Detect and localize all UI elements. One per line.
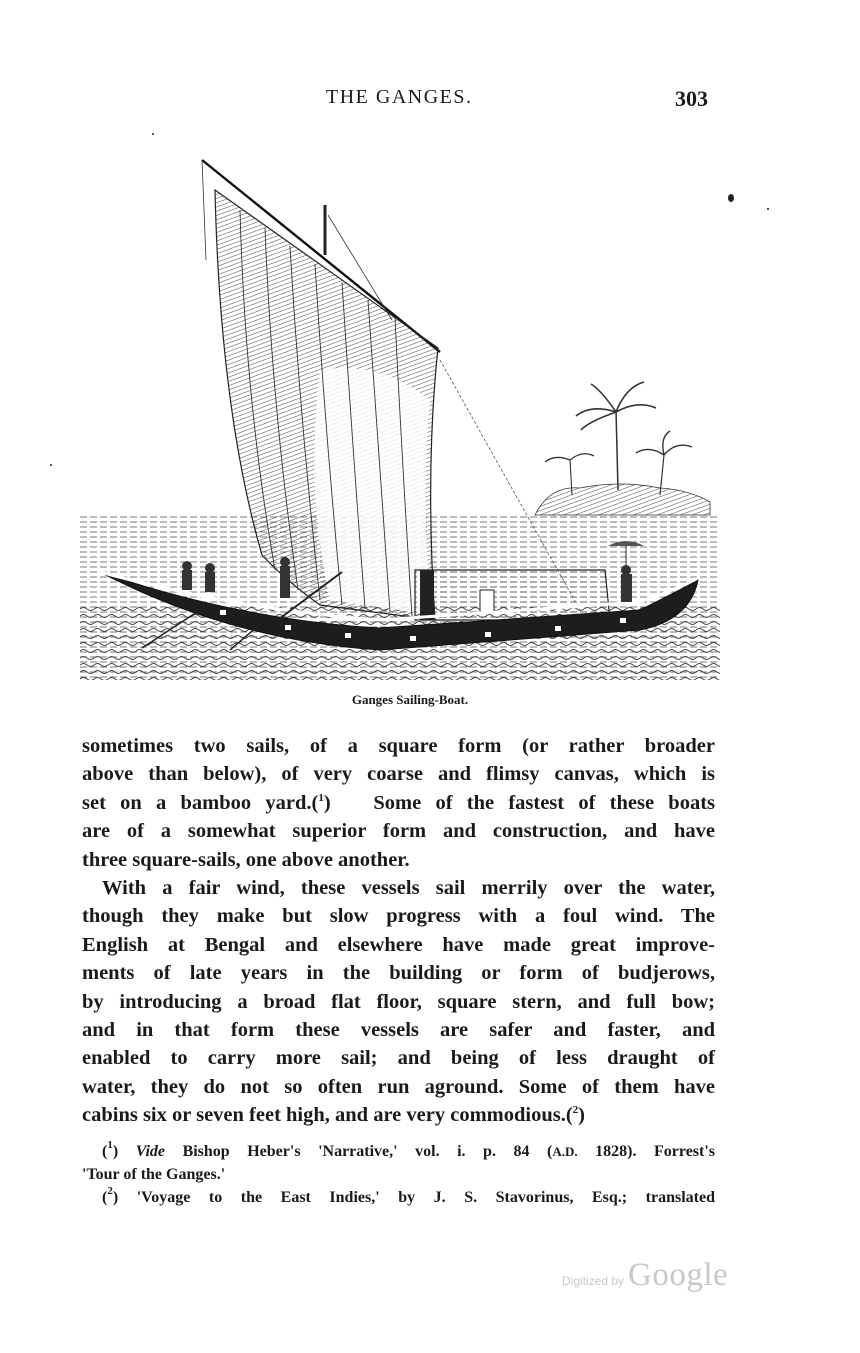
text-line xyxy=(82,1101,715,1129)
text-line: enabled to carry more sail; and being of less draught of xyxy=(82,1047,715,1070)
sailing-boat-engraving-icon xyxy=(80,150,720,680)
scan-speck xyxy=(152,133,154,135)
text-line: above than below), of very coarse and flimsy canvas, which is xyxy=(82,763,715,786)
text-line: three square-sails, one above another. xyxy=(82,848,410,871)
text-line xyxy=(82,789,715,817)
illustration-ganges-sailing-boat xyxy=(80,150,720,680)
footnote-2 xyxy=(82,1186,715,1209)
footnote-2-text: 'Voyage to the East Indies,' by J. S. Stavorinus, Esq.; translated xyxy=(136,1189,716,1206)
text-fragment: Some of the fastest of these boats xyxy=(373,791,716,814)
text-line: With a fair wind, these vessels sail merrily over the water, xyxy=(102,877,715,900)
digitized-by-label: Digitized by xyxy=(562,1274,625,1288)
paragraph-2 xyxy=(82,874,715,1130)
footnote-ref-2[interactable]: ($^2$) xyxy=(565,1104,585,1127)
figure-caption-text: Ganges Sailing-Boat. xyxy=(351,692,469,707)
google-watermark xyxy=(562,1257,728,1294)
body-text xyxy=(82,732,715,1130)
text-line: English at Bengal and elsewhere have made great improve- xyxy=(82,933,715,956)
text-fragment: cabins six or seven feet high, and are very commodious. xyxy=(82,1104,566,1127)
running-title: THE GANGES. xyxy=(326,86,473,108)
text-line: are of a somewhat superior form and construction, and have xyxy=(82,820,715,843)
footnote-1-vide: Vide xyxy=(135,1143,166,1160)
footnote-1 xyxy=(82,1140,715,1163)
text-line: though they make but slow progress with a foul wind. The xyxy=(82,905,715,928)
text-line: water, they do not so often run aground. Some of them have xyxy=(82,1075,715,1098)
text-line: and in that form these vessels are safer and faster, and xyxy=(82,1019,715,1042)
footnote-1-text: 1828). Forrest's xyxy=(577,1143,716,1160)
scan-speck xyxy=(728,194,734,202)
footnote-1-era: A.D. xyxy=(552,1144,578,1159)
footnote-2-marker: ($^2$) xyxy=(102,1185,119,1206)
footnotes xyxy=(82,1140,715,1209)
google-logo: Google xyxy=(628,1257,729,1293)
page-number: 303 xyxy=(675,86,708,111)
figure-caption xyxy=(0,692,860,708)
text-line: by introducing a broad flat floor, square stern, and full bow; xyxy=(82,990,715,1013)
text-line: sometimes two sails, of a square form (or rather broader xyxy=(82,735,715,757)
footnote-ref-1[interactable]: ($^1$) xyxy=(311,791,331,814)
footnote-1-continuation: 'Tour of the Ganges.' xyxy=(82,1166,226,1183)
paragraph-1 xyxy=(82,732,715,874)
scan-speck xyxy=(767,208,769,210)
footnote-1-text: Bishop Heber's 'Narrative,' vol. i. p. 84 ( xyxy=(182,1143,553,1160)
footnote-1-marker: ($^1$) xyxy=(102,1139,119,1160)
text-line: ments of late years in the building or form of budjerows, xyxy=(82,962,715,985)
text-fragment: set on a bamboo yard. xyxy=(82,791,312,814)
scan-speck xyxy=(50,464,52,466)
page-header xyxy=(0,86,860,116)
